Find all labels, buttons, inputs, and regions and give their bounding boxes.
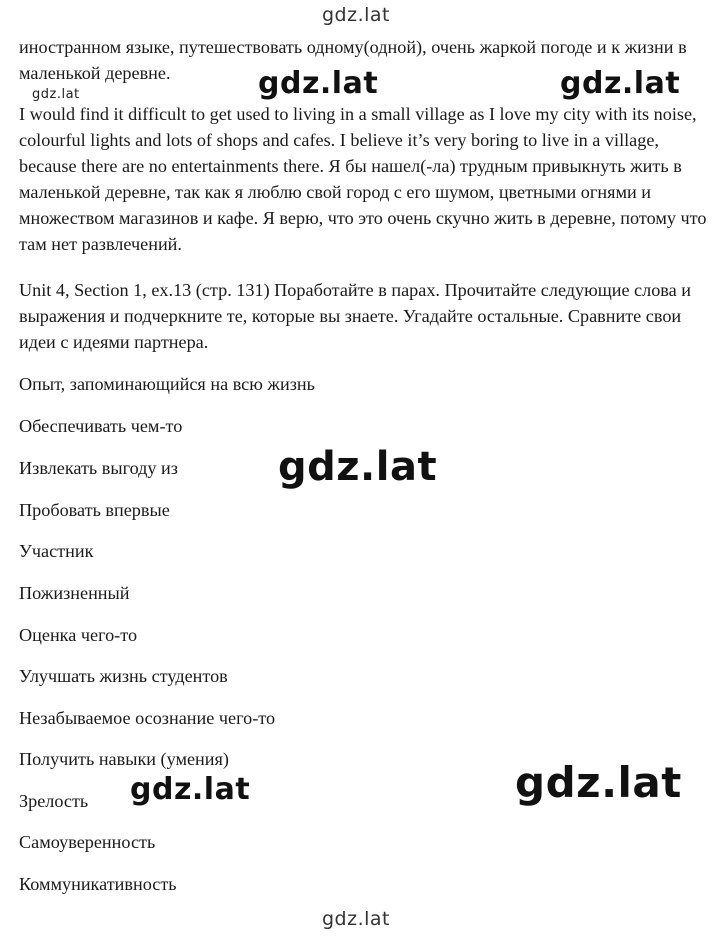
vocab-item: Участник bbox=[19, 541, 94, 561]
vocab-item: Незабываемое осознание чего-то bbox=[19, 708, 276, 728]
vocab-item: Обеспечивать чем-то bbox=[19, 416, 183, 436]
paragraph-answer: I would find it difficult to get used to living in a small village as I love my city with its noise, colourful lights and lots of shops and cafes. I believe it’s very boring to live in a village, because there are no entertainments there. Я бы нашел(-ла) трудным привыкнуть жить в маленькой деревне, так как я люблю свой город с его шумом, цветными огнями и множеством магазинов и кафе. Я верю, что это очень скучно жить в деревне, потому что там нет развлечений. bbox=[19, 104, 707, 254]
vocab-item: Оценка чего-то bbox=[19, 625, 138, 645]
paragraph-intro: иностранном языке, путешествовать одному(одной), очень жаркой погоде и к жизни в маленькой деревне. bbox=[19, 37, 687, 83]
watermark-large: gdz.lat bbox=[515, 758, 682, 807]
vocab-item: Получить навыки (умения) bbox=[19, 749, 229, 769]
vocab-item: Пожизненный bbox=[19, 583, 130, 603]
watermark-large: gdz.lat bbox=[278, 444, 438, 490]
vocab-item: Опыт, запоминающийся на всю жизнь bbox=[19, 374, 315, 394]
vocab-item: Зрелость bbox=[19, 791, 89, 811]
watermark-top: gdz.lat bbox=[322, 4, 391, 26]
vocab-item: Самоуверенность bbox=[19, 832, 156, 852]
vocab-item: Извлекать выгоду из bbox=[19, 458, 178, 478]
watermark-large: gdz.lat bbox=[560, 66, 681, 101]
vocab-item: Улучшать жизнь студентов bbox=[19, 666, 228, 686]
watermark-large: gdz.lat bbox=[130, 772, 251, 807]
paragraph-exercise-task: Unit 4, Section 1, ex.13 (стр. 131) Поработайте в парах. Прочитайте следующие слова и выражения и подчеркните те, которые вы знаете. Угадайте остальные. Сравните свои идеи с идеями партнера. bbox=[19, 280, 692, 352]
watermark-bottom: gdz.lat bbox=[322, 908, 391, 930]
vocab-item: Пробовать впервые bbox=[19, 500, 170, 520]
watermark-small: gdz.lat bbox=[32, 87, 80, 102]
watermark-large: gdz.lat bbox=[258, 66, 379, 101]
vocab-item: Коммуникативность bbox=[19, 874, 177, 894]
